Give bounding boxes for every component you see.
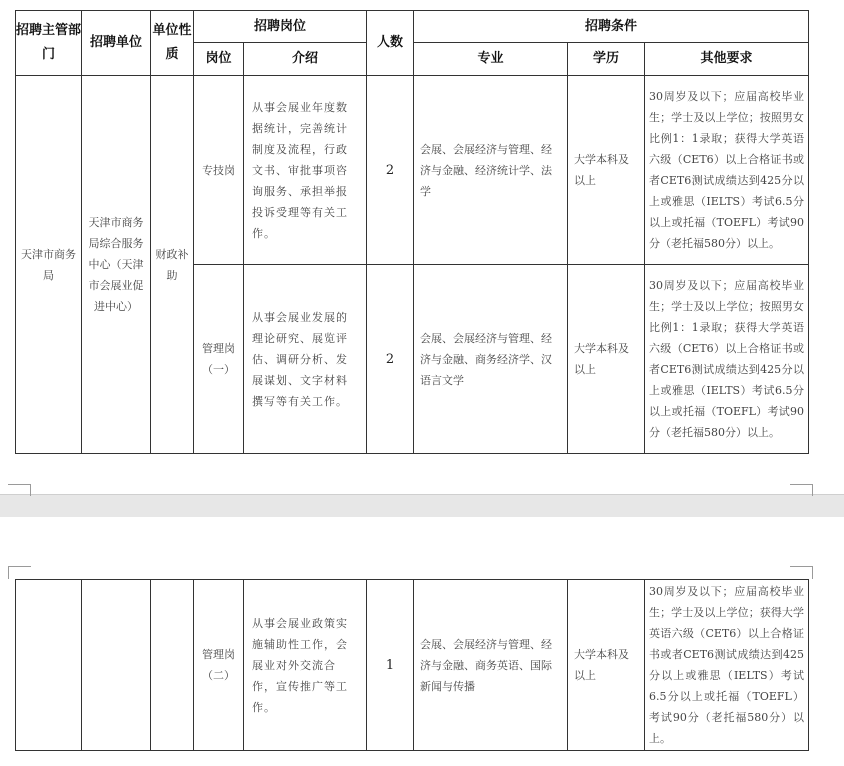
crop-mark (812, 484, 813, 496)
count-cell: 1 (367, 580, 414, 751)
header-other: 其他要求 (645, 43, 809, 76)
dept-cell-empty (16, 580, 82, 751)
intro-cell: 从事会展业年度数据统计，完善统计制度及流程，行政文书、审批事项咨询服务、承担举报投诉受理等有关工作。 (244, 76, 367, 265)
post-cell: 管理岗（二） (194, 580, 244, 751)
header-post: 岗位 (194, 43, 244, 76)
header-cond-group: 招聘条件 (414, 11, 809, 43)
crop-mark (790, 484, 813, 485)
unit-cell-empty (82, 580, 151, 751)
major-cell: 会展、会展经济与管理、经济与金融、经济统计学、法学 (414, 76, 568, 265)
crop-mark (8, 566, 31, 579)
major-cell: 会展、会展经济与管理、经济与金融、商务经济学、汉语言文学 (414, 265, 568, 454)
header-intro: 介绍 (244, 43, 367, 76)
crop-mark (8, 484, 31, 485)
other-cell: 30周岁及以下；应届高校毕业生；学士及以上学位；按照男女比例1：1录取；获得大学英语六级（CET6）以上合格证书或者CET6测试成绩达到425分以上或雅思（IELTS）考试6.5分以上或托福（TOEFL）考试90分（老托福580分）以上。 (645, 265, 809, 454)
major-cell: 会展、会展经济与管理、经济与金融、商务英语、国际新闻与传播 (414, 580, 568, 751)
header-count: 人数 (367, 11, 414, 76)
recruitment-table (15, 10, 809, 454)
post-cell: 管理岗（一） (194, 265, 244, 454)
post-cell: 专技岗 (194, 76, 244, 265)
crop-mark (790, 566, 813, 579)
nature-cell-empty (151, 580, 194, 751)
header-nature: 单位性质 (151, 11, 194, 76)
page-gap (0, 494, 844, 518)
nature-cell: 财政补助 (151, 76, 194, 454)
degree-cell: 大学本科及以上 (568, 76, 645, 265)
table-row (16, 76, 809, 265)
intro-cell: 从事会展业政策实施辅助性工作，会展业对外交流合作，宣传推广等工作。 (244, 580, 367, 751)
degree-cell: 大学本科及以上 (568, 580, 645, 751)
crop-mark (30, 484, 31, 496)
header-major: 专业 (414, 43, 568, 76)
count-cell: 2 (367, 265, 414, 454)
recruitment-table-continued (15, 579, 809, 751)
degree-cell: 大学本科及以上 (568, 265, 645, 454)
header-unit: 招聘单位 (82, 11, 151, 76)
other-cell: 30周岁及以下；应届高校毕业生；学士及以上学位；按照男女比例1：1录取；获得大学英语六级（CET6）以上合格证书或者CET6测试成绩达到425分以上或雅思（IELTS）考试6.5分以上或托福（TOEFL）考试90分（老托福580分）以上。 (645, 76, 809, 265)
dept-cell: 天津市商务局 (16, 76, 82, 454)
header-degree: 学历 (568, 43, 645, 76)
header-post-group: 招聘岗位 (194, 11, 367, 43)
table-row (16, 580, 809, 751)
unit-cell: 天津市商务局综合服务中心（天津市会展业促进中心） (82, 76, 151, 454)
header-dept: 招聘主管部门 (16, 11, 82, 76)
other-cell: 30周岁及以下；应届高校毕业生；学士及以上学位；获得大学英语六级（CET6）以上合格证书或者CET6测试成绩达到425分以上或雅思（IELTS）考试6.5分以上或托福（TOEFL）考试90分（老托福580分）以上。 (645, 580, 809, 751)
intro-cell: 从事会展业发展的理论研究、展览评估、调研分析、发展谋划、文字材料撰写等有关工作。 (244, 265, 367, 454)
count-cell: 2 (367, 76, 414, 265)
